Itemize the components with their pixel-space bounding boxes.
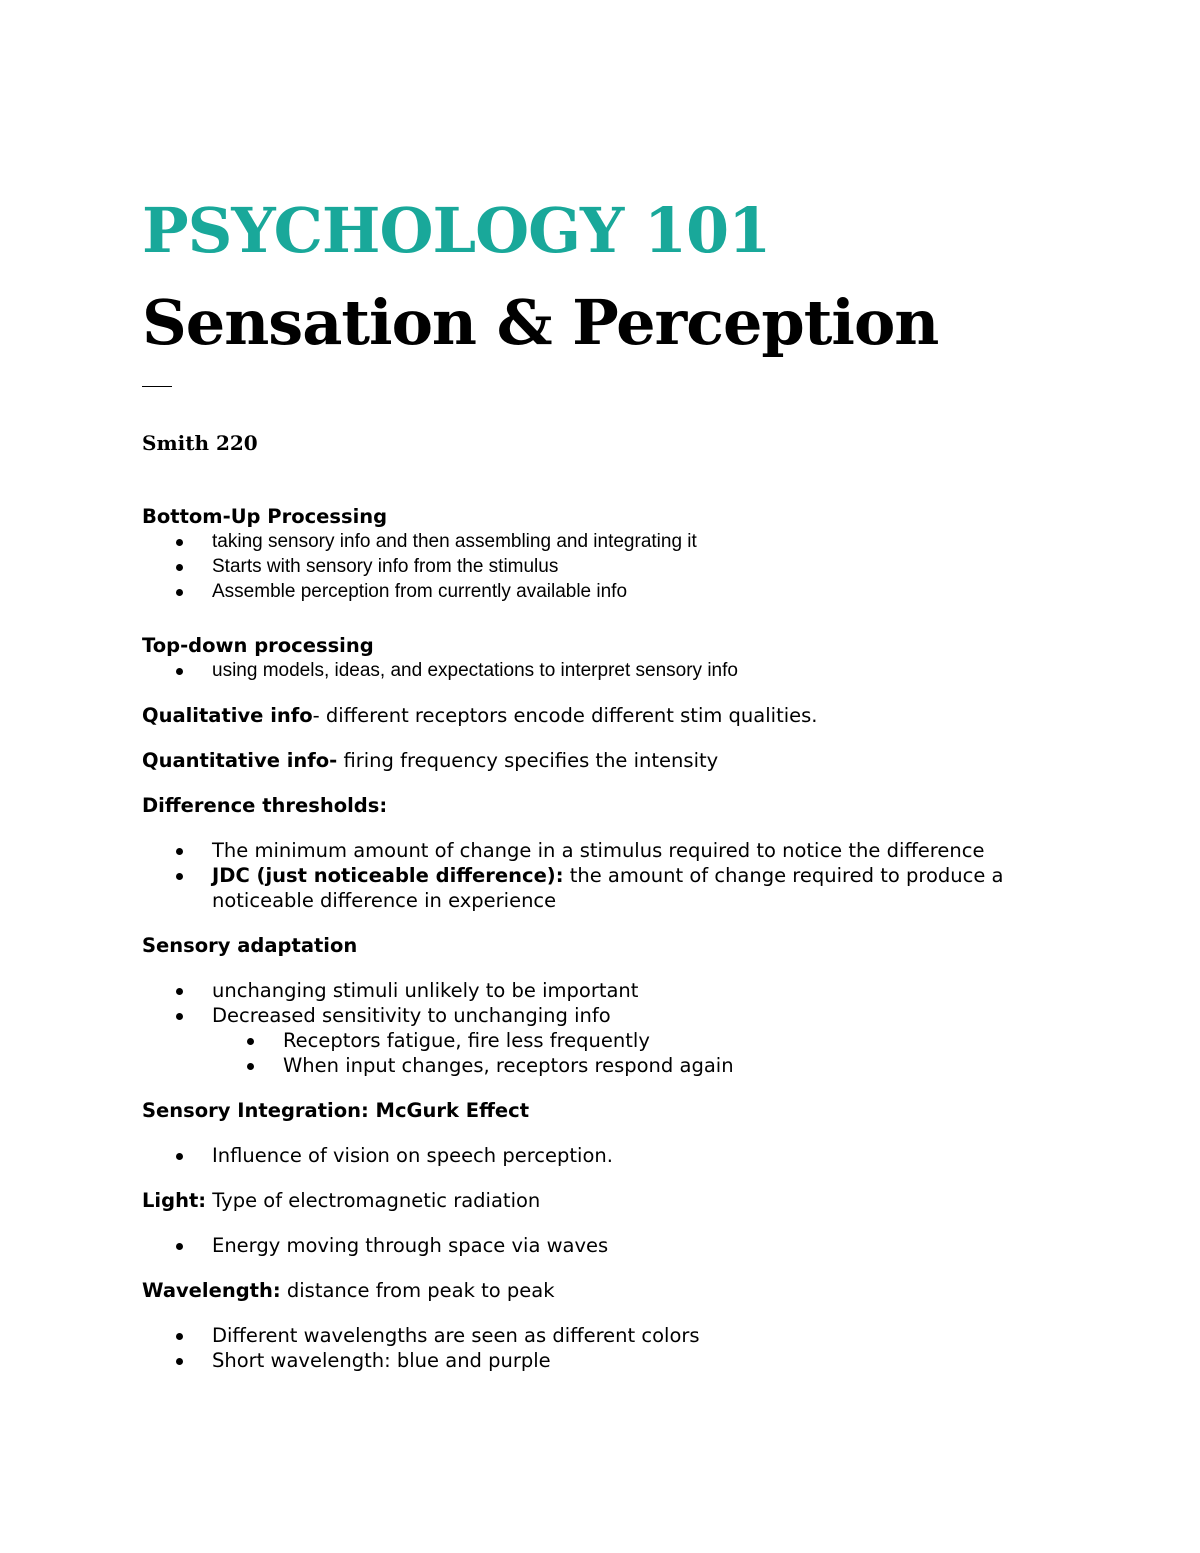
list-item: Assemble perception from currently available info bbox=[142, 579, 1022, 604]
qualitative-term: Qualitative info bbox=[142, 704, 313, 727]
list-item: using models, ideas, and expectations to interpret sensory info bbox=[142, 658, 1022, 683]
bottom-up-heading: Bottom-Up Processing bbox=[142, 505, 388, 528]
list-item: Different wavelengths are seen as different colors bbox=[142, 1323, 1022, 1348]
list-item: Short wavelength: blue and purple bbox=[142, 1348, 1022, 1373]
difference-thresholds-heading: Difference thresholds: bbox=[142, 794, 388, 817]
jnd-definition: the amount of change required to produce a noticeable difference in experience bbox=[212, 864, 1004, 912]
notes-body bbox=[142, 504, 1022, 1373]
sensory-integration-list bbox=[142, 1143, 1022, 1168]
top-down-list bbox=[142, 658, 1022, 683]
title-divider bbox=[142, 386, 172, 387]
list-item: Starts with sensory info from the stimulus bbox=[142, 554, 1022, 579]
sensory-adaptation-list bbox=[142, 978, 1022, 1028]
course-title: PSYCHOLOGY 101 bbox=[142, 194, 771, 267]
list-item: The minimum amount of change in a stimulus required to notice the difference bbox=[142, 838, 1022, 863]
list-item: Decreased sensitivity to unchanging info bbox=[142, 1003, 1022, 1028]
quantitative-info bbox=[142, 748, 1022, 773]
light-definition-line bbox=[142, 1188, 1022, 1213]
sensory-adaptation-heading: Sensory adaptation bbox=[142, 934, 358, 957]
light-term: Light: bbox=[142, 1189, 207, 1212]
list-item: unchanging stimuli unlikely to be important bbox=[142, 978, 1022, 1003]
wavelength-definition-line bbox=[142, 1278, 1022, 1303]
qualitative-definition: - different receptors encode different stim qualities. bbox=[312, 704, 818, 727]
wavelength-list bbox=[142, 1323, 1022, 1373]
list-item: Influence of vision on speech perception. bbox=[142, 1143, 1022, 1168]
list-item: Energy moving through space via waves bbox=[142, 1233, 1022, 1258]
bottom-up-list bbox=[142, 529, 1022, 604]
light-list bbox=[142, 1233, 1022, 1258]
list-item bbox=[142, 863, 1022, 913]
quantitative-term: Quantitative info- bbox=[142, 749, 338, 772]
wavelength-term: Wavelength: bbox=[142, 1279, 281, 1302]
document-title: Sensation & Perception bbox=[142, 286, 939, 359]
sub-list-item: When input changes, receptors respond again bbox=[142, 1053, 1022, 1078]
qualitative-info bbox=[142, 703, 1022, 728]
wavelength-definition: distance from peak to peak bbox=[280, 1279, 555, 1302]
sensory-adaptation-sublist bbox=[142, 1028, 1022, 1078]
sub-list-item: Receptors fatigue, fire less frequently bbox=[142, 1028, 1022, 1053]
difference-thresholds-list bbox=[142, 838, 1022, 913]
list-item: taking sensory info and then assembling and integrating it bbox=[142, 529, 1022, 554]
room-label: Smith 220 bbox=[142, 431, 258, 455]
jnd-term: JDC (just noticeable difference): bbox=[212, 864, 564, 887]
quantitative-definition: firing frequency specifies the intensity bbox=[337, 749, 719, 772]
light-definition: Type of electromagnetic radiation bbox=[206, 1189, 541, 1212]
sensory-integration-heading: Sensory Integration: McGurk Effect bbox=[142, 1099, 530, 1122]
top-down-heading: Top-down processing bbox=[142, 634, 374, 657]
